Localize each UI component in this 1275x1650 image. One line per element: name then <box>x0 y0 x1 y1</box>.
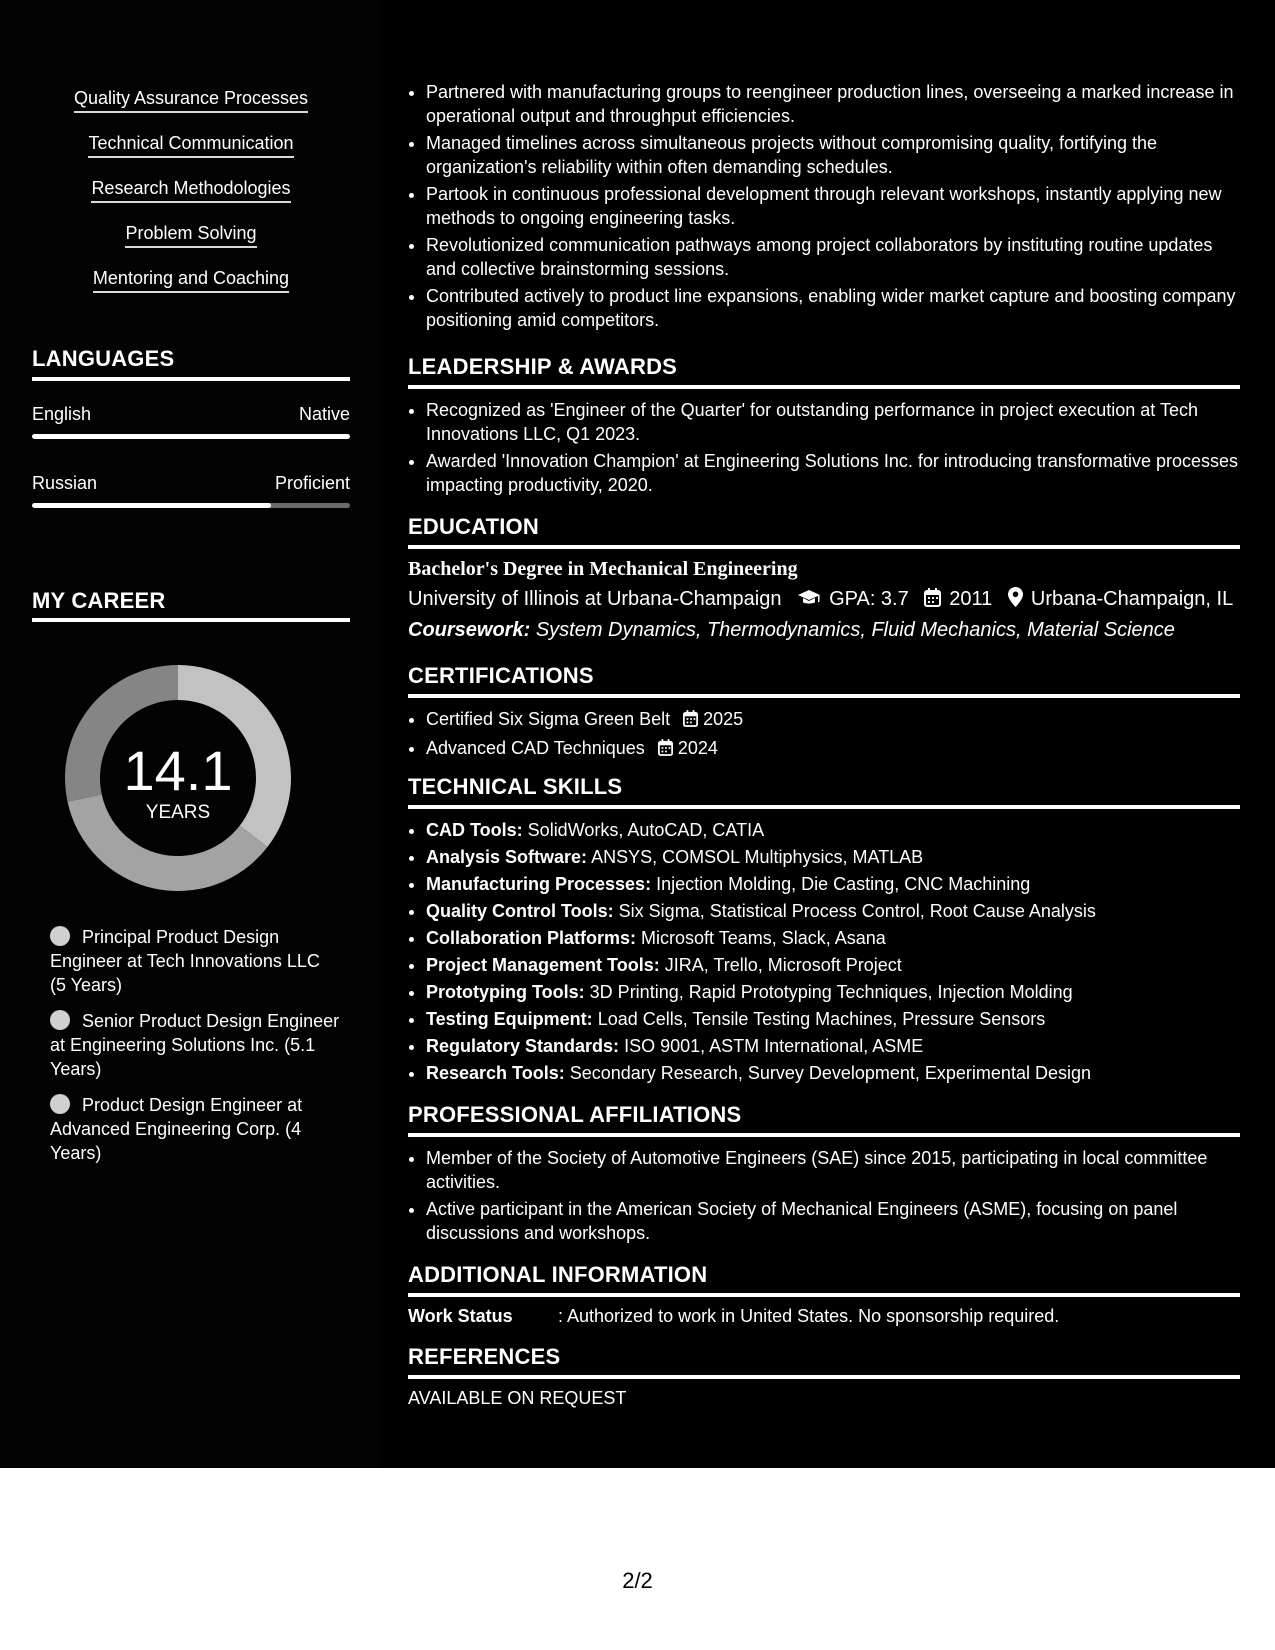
leadership-section <box>408 354 1240 500</box>
career-legend-item: Principal Product Design Engineer at Tech Innovations LLC (5 Years) <box>50 927 320 995</box>
list-item: • Regulatory Standards: ISO 9001, ASTM International, ASME <box>426 1034 1240 1058</box>
language-row-russian <box>32 473 350 494</box>
section-rule <box>408 694 1240 698</box>
list-item: • Manufacturing Processes: Injection Molding, Die Casting, CNC Machining <box>426 872 1240 896</box>
section-heading: TECHNICAL SKILLS <box>408 774 623 799</box>
degree-title: Bachelor's Degree in Mechanical Engineering <box>408 558 798 580</box>
work-status-label: Work Status <box>408 1306 513 1326</box>
location-pin-icon <box>1008 587 1023 613</box>
list-item: • Contributed actively to product line expansions, enabling wider market capture and boosting company positioning amid competitors. <box>426 284 1240 332</box>
section-heading: ADDITIONAL INFORMATION <box>408 1262 708 1287</box>
career-legend <box>50 925 340 1177</box>
languages-rule <box>32 377 350 381</box>
language-name: English <box>32 404 92 424</box>
coursework-label: Coursework: <box>408 619 531 641</box>
skill-item: Research Methodologies <box>32 178 350 223</box>
skill-item: Quality Assurance Processes <box>32 88 350 133</box>
calendar-icon <box>683 709 698 733</box>
legend-dot-icon <box>50 926 70 946</box>
skill-item: Mentoring and Coaching <box>32 268 350 313</box>
section-heading: PROFESSIONAL AFFILIATIONS <box>408 1102 742 1127</box>
education-details <box>408 587 1240 613</box>
school-name: University of Illinois at Urbana-Champaign <box>408 588 782 610</box>
calendar-icon <box>658 738 673 762</box>
list-item: • Partnered with manufacturing groups to reengineer production lines, overseeing a marked increase in operational output and throughput efficiencies. <box>426 80 1240 128</box>
calendar-icon <box>924 588 941 613</box>
language-bar-english <box>32 434 350 439</box>
list-item: • Prototyping Tools: 3D Printing, Rapid Prototyping Techniques, Injection Molding <box>426 980 1240 1004</box>
list-item: • Certified Six Sigma Green Belt 2025 <box>426 707 1240 733</box>
list-item: • Awarded 'Innovation Champion' at Engineering Solutions Inc. for introducing transformative processes impacting productivity, 2020. <box>426 449 1240 497</box>
left-column <box>0 0 380 1468</box>
language-bar-russian <box>32 503 350 508</box>
list-item: • Partook in continuous professional development through relevant workshops, instantly applying new methods to ongoing engineering tasks. <box>426 182 1240 230</box>
references-section <box>408 1344 1240 1409</box>
work-status <box>408 1306 1240 1327</box>
section-rule <box>408 545 1240 549</box>
list-item: • Collaboration Platforms: Microsoft Teams, Slack, Asana <box>426 926 1240 950</box>
career-unit: YEARS <box>145 802 211 823</box>
language-name: Russian <box>32 473 98 493</box>
section-heading: LEADERSHIP & AWARDS <box>408 354 678 379</box>
list-item: • Recognized as 'Engineer of the Quarter' for outstanding performance in project execution at Tech Innovations LLC, Q1 2023. <box>426 398 1240 446</box>
career-donut-chart <box>63 663 293 893</box>
section-rule <box>408 1293 1240 1297</box>
language-level: Native <box>298 404 350 424</box>
coursework-list: System Dynamics, Thermodynamics, Fluid Mechanics, Material Science <box>535 619 1175 641</box>
list-item: • Advanced CAD Techniques 2024 <box>426 736 1240 762</box>
graduation-year: 2011 <box>949 588 993 610</box>
list-item: • Project Management Tools: JIRA, Trello, Microsoft Project <box>426 953 1240 977</box>
school-location: Urbana-Champaign, IL <box>1030 588 1234 610</box>
technical-skills-section <box>408 774 1240 1088</box>
list-item: • Member of the Society of Automotive Engineers (SAE) since 2015, participating in local committee activities. <box>426 1146 1240 1194</box>
page-number: 2/2 <box>622 1568 653 1593</box>
section-heading: EDUCATION <box>408 514 539 539</box>
languages-heading: LANGUAGES <box>32 346 175 371</box>
section-heading: REFERENCES <box>408 1344 561 1369</box>
career-legend-item: Product Design Engineer at Advanced Engineering Corp. (4 Years) <box>50 1095 303 1163</box>
gpa: GPA: 3.7 <box>829 588 909 610</box>
career-total: 14.1 <box>123 739 233 802</box>
list-item: • CAD Tools: SolidWorks, AutoCAD, CATIA <box>426 818 1240 842</box>
list-item: • Testing Equipment: Load Cells, Tensile Testing Machines, Pressure Sensors <box>426 1007 1240 1031</box>
language-row-english <box>32 404 350 425</box>
section-rule <box>408 1375 1240 1379</box>
language-bar-fill <box>32 503 271 508</box>
education-section <box>408 514 1240 642</box>
work-status-text: : Authorized to work in United States. No sponsorship required. <box>558 1306 1060 1326</box>
section-heading: CERTIFICATIONS <box>408 663 594 688</box>
cert-year: 2025 <box>703 709 744 729</box>
language-bar-fill <box>32 434 350 439</box>
list-item: • Active participant in the American Society of Mechanical Engineers (ASME), focusing on panel discussions and workshops. <box>426 1197 1240 1245</box>
section-rule <box>408 385 1240 389</box>
list-item: • Research Tools: Secondary Research, Survey Development, Experimental Design <box>426 1061 1240 1085</box>
section-rule <box>408 1133 1240 1137</box>
coursework <box>408 619 1240 642</box>
affiliations-section <box>408 1102 1240 1248</box>
experience-bullets <box>408 80 1240 335</box>
list-item: • Analysis Software: ANSYS, COMSOL Multiphysics, MATLAB <box>426 845 1240 869</box>
section-rule <box>408 805 1240 809</box>
additional-info-section <box>408 1262 1240 1327</box>
career-legend-item: Senior Product Design Engineer at Engineering Solutions Inc. (5.1 Years) <box>50 1011 340 1079</box>
career-heading: MY CAREER <box>32 588 166 613</box>
references-text: AVAILABLE ON REQUEST <box>408 1388 627 1408</box>
legend-dot-icon <box>50 1010 70 1030</box>
list-item: • Revolutionized communication pathways among project collaborators by instituting routine updates and collective brainstorming sessions. <box>426 233 1240 281</box>
cert-year: 2024 <box>677 738 718 758</box>
skill-item: Problem Solving <box>32 223 350 268</box>
soft-skills-list <box>32 88 350 313</box>
language-level: Proficient <box>274 473 350 493</box>
skill-item: Technical Communication <box>32 133 350 178</box>
list-item: • Quality Control Tools: Six Sigma, Statistical Process Control, Root Cause Analysis <box>426 899 1240 923</box>
legend-dot-icon <box>50 1094 70 1114</box>
list-item: • Managed timelines across simultaneous projects without compromising quality, fortifying the organization's reliability within often demanding schedules. <box>426 131 1240 179</box>
career-rule <box>32 618 350 622</box>
certifications-section <box>408 663 1240 765</box>
graduation-cap-icon <box>797 589 821 613</box>
